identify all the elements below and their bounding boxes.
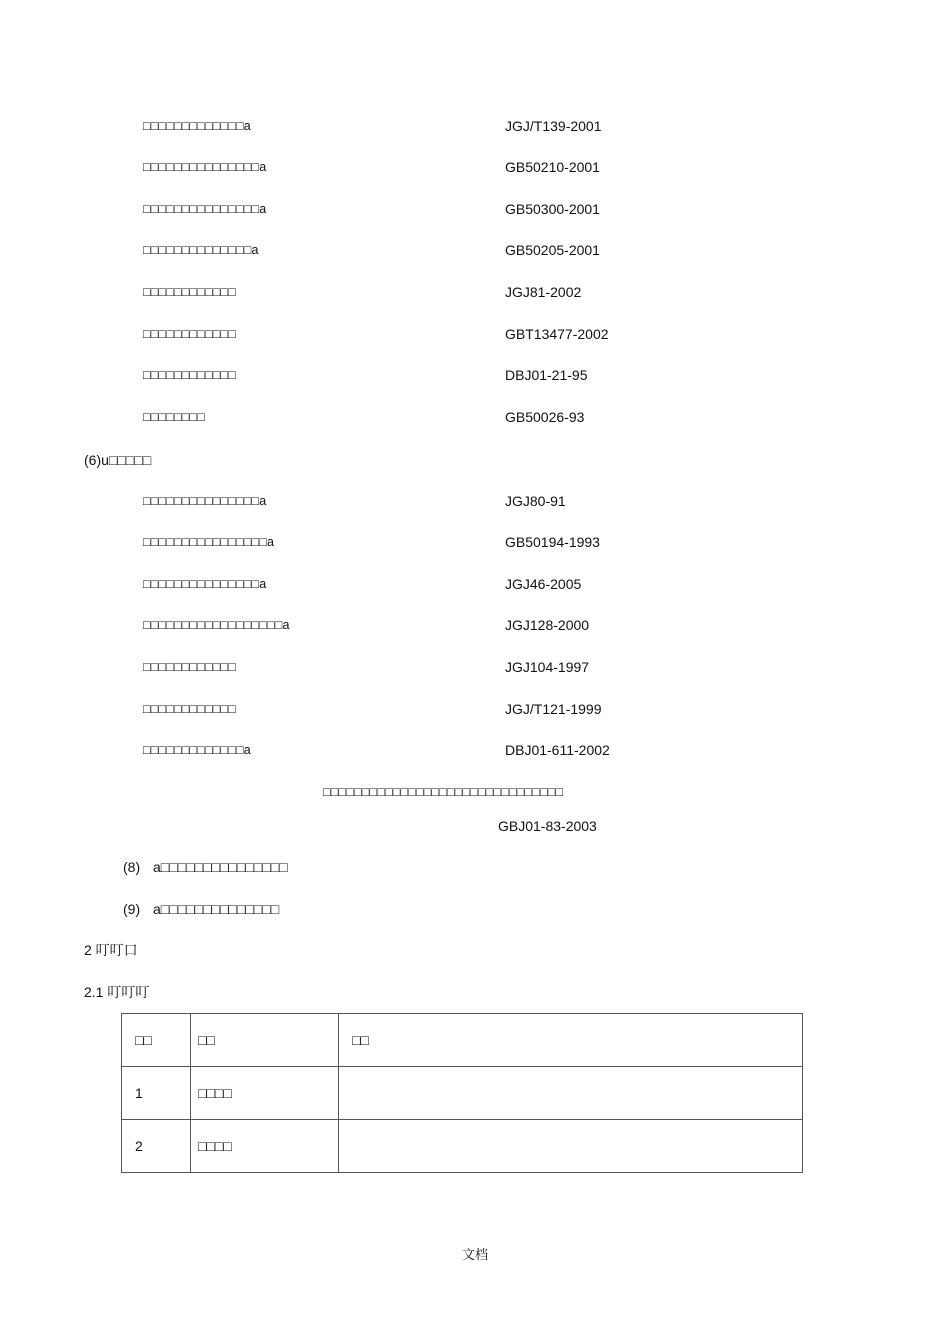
- data-table: [121, 1013, 803, 1173]
- standard-name: □□□□□□□□□□□□□□□a: [143, 577, 267, 591]
- table-cell: 2: [122, 1120, 191, 1173]
- numbered-item: [123, 898, 279, 920]
- table-cell: [339, 1067, 803, 1120]
- standard-code: JGJ128-2000: [505, 617, 590, 633]
- standard-code: JGJ/T121-1999: [505, 701, 602, 717]
- long-standard-code: GBJ01-83-2003: [498, 818, 597, 834]
- standard-name: □□□□□□□□□□□□□□□□a: [143, 535, 275, 549]
- standard-name: □□□□□□□□□□□□□a: [143, 119, 251, 133]
- long-standard-name: □□□□□□□□□□□□□□□□□□□□□□□□□□□□□□□: [323, 785, 564, 799]
- subsection-heading: 2.1 叮叮叮: [84, 984, 150, 1000]
- table-header-cell: □□: [191, 1014, 339, 1067]
- item-number: (8): [123, 859, 141, 875]
- table-cell: □□□□: [191, 1120, 339, 1173]
- standard-code: JGJ/T139-2001: [505, 118, 602, 134]
- standard-code: GB50300-2001: [505, 201, 600, 217]
- standard-name: □□□□□□□□□□□□: [143, 702, 237, 716]
- standard-name: □□□□□□□□□□□□□□□a: [143, 494, 267, 508]
- item-number: (9): [123, 901, 141, 917]
- table-cell: 1: [122, 1067, 191, 1120]
- numbered-item: [123, 856, 288, 878]
- standard-code: GB50026-93: [505, 409, 585, 425]
- standard-name: □□□□□□□□□□□□: [143, 660, 237, 674]
- table-header-cell: □□: [122, 1014, 191, 1067]
- standard-name: □□□□□□□□□□□□□□□a: [143, 202, 267, 216]
- standard-code: DBJ01-611-2002: [505, 742, 610, 758]
- table-row: [122, 1067, 803, 1120]
- table-header-row: [122, 1014, 803, 1067]
- standard-code: GBT13477-2002: [505, 326, 609, 342]
- standard-code: JGJ46-2005: [505, 576, 582, 592]
- standard-name: □□□□□□□□: [143, 410, 206, 424]
- table-row: [122, 1120, 803, 1173]
- standard-code: JGJ81-2002: [505, 284, 582, 300]
- section-heading: (6)u□□□□□: [84, 452, 152, 468]
- standard-name: □□□□□□□□□□□□□□□a: [143, 160, 267, 174]
- table-cell: □□□□: [191, 1067, 339, 1120]
- table-cell: [339, 1120, 803, 1173]
- standard-code: GB50205-2001: [505, 242, 600, 258]
- table-header-cell: □□: [339, 1014, 803, 1067]
- item-text: a□□□□□□□□□□□□□□: [153, 901, 280, 917]
- standard-code: JGJ80-91: [505, 493, 566, 509]
- standard-name: □□□□□□□□□□□□□□a: [143, 243, 259, 257]
- standard-name: □□□□□□□□□□□□: [143, 327, 237, 341]
- standard-code: DBJ01-21-95: [505, 367, 588, 383]
- standard-name: □□□□□□□□□□□□□□□□□□a: [143, 618, 290, 632]
- standard-name: □□□□□□□□□□□□: [143, 368, 237, 382]
- standard-code: GB50194-1993: [505, 534, 600, 550]
- standard-name: □□□□□□□□□□□□: [143, 285, 237, 299]
- page-footer: 文档: [461, 1248, 488, 1263]
- standard-code: JGJ104-1997: [505, 659, 590, 675]
- item-text: a□□□□□□□□□□□□□□□: [153, 859, 288, 875]
- standard-code: GB50210-2001: [505, 159, 600, 175]
- section-heading: 2 叮叮口: [84, 942, 138, 958]
- standard-name: □□□□□□□□□□□□□a: [143, 743, 251, 757]
